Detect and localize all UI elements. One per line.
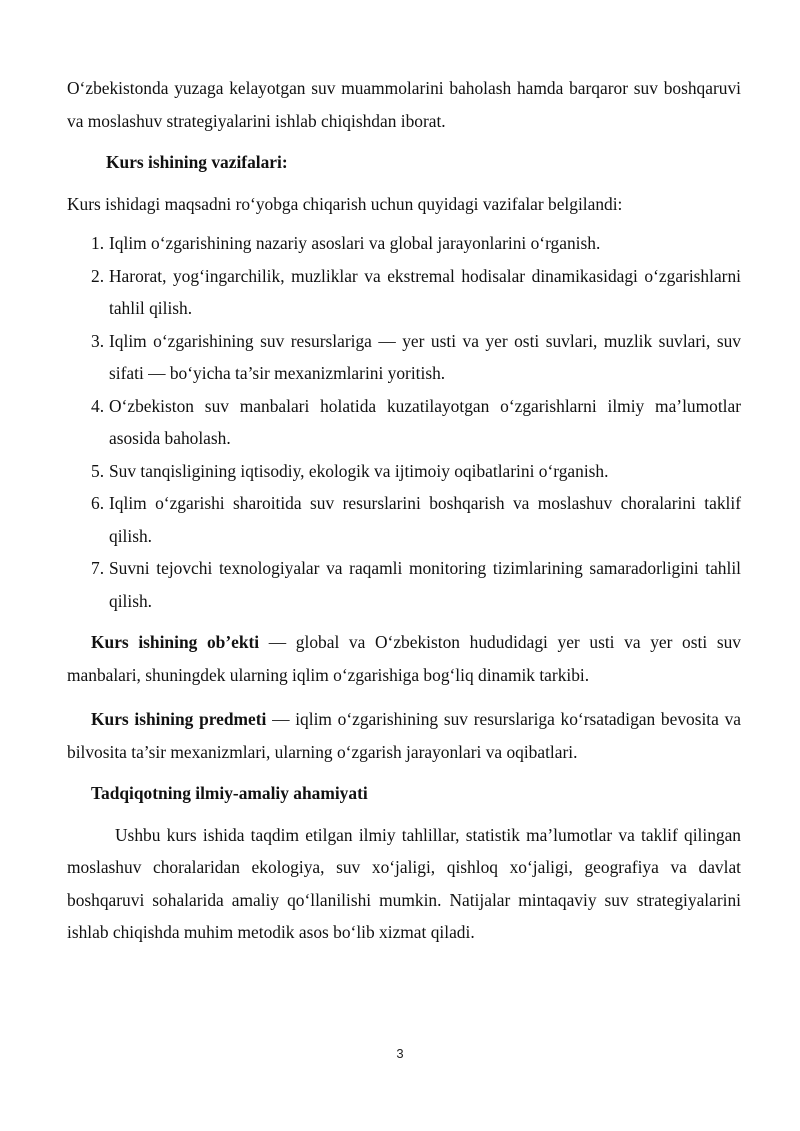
list-item [67, 227, 741, 260]
list-item-number: 4. [91, 395, 105, 416]
tasks-list [67, 227, 741, 617]
list-item-number: 3. [91, 330, 105, 351]
list-item-number: 7. [91, 558, 105, 578]
list-item [67, 455, 741, 488]
object-text: — global va O‘zbekiston hududidagi yer usti va yer osti suv manbalari, shuningdek ularning iqlim o‘zgarishiga bog‘liq dinamik tarkibi. [67, 632, 741, 685]
object-term: Kurs ishining ob’ekti [91, 632, 260, 652]
significance-heading: Tadqiqotning ilmiy-amaliy ahamiyati [91, 783, 368, 803]
list-item-number: 2. [91, 265, 105, 286]
list-item-text: Iqlim o‘zgarishining suv resurslariga — yer usti va yer osti suvlari, muzlik suvlari, suv sifati — bo‘yicha ta’sir mexanizmlarini yoritish. [109, 330, 741, 383]
list-item-number: 5. [91, 460, 105, 481]
list-item [67, 325, 741, 390]
list-item [67, 260, 741, 325]
list-item [67, 487, 741, 552]
subject-term: Kurs ishining predmeti [91, 709, 267, 729]
subject-text: — iqlim o‘zgarishining suv resurslariga ko‘rsatadigan bevosita va bilvosita ta’sir mexanizmlari, ularning o‘zgarish jarayonlari va oqibatlari. [67, 709, 741, 762]
subject-paragraph [67, 703, 741, 768]
list-item-text: Iqlim o‘zgarishining nazariy asoslari va global jarayonlarini o‘rganish. [109, 233, 601, 253]
list-item-text: O‘zbekiston suv manbalari holatida kuzatilayotgan o‘zgarishlarni ilmiy ma’lumotlar asosida baholash. [109, 395, 741, 448]
list-item-text: Suv tanqisligining iqtisodiy, ekologik va ijtimoiy oqibatlarini o‘rganish. [109, 460, 609, 481]
object-paragraph [67, 626, 741, 691]
tasks-heading: Kurs ishining vazifalari: [106, 152, 288, 172]
list-item-text: Harorat, yog‘ingarchilik, muzliklar va ekstremal hodisalar dinamikasidagi o‘zgarishlarni tahlil qilish. [109, 265, 741, 318]
document-page [67, 72, 741, 949]
list-item-text: Iqlim o‘zgarishi sharoitida suv resurslarini boshqarish va moslashuv choralarini taklif qilish. [109, 493, 741, 546]
list-item [67, 552, 741, 617]
tasks-lead-paragraph: Kurs ishidagi maqsadni ro‘yobga chiqarish uchun quyidagi vazifalar belgilandi: [67, 193, 623, 214]
significance-paragraph: Ushbu kurs ishida taqdim etilgan ilmiy tahlillar, statistik ma’lumotlar va taklif qilingan moslashuv choralaridan ekologiya, suv xo‘jaligi, qishloq xo‘jaligi, geografiya va davlat boshqaruvi sohalarida amaliy qo‘llanilishi mumkin. Natijalar mintaqaviy suv strategiyalarini ishlab chiqishda muhim metodik asos bo‘lib xizmat qiladi. [67, 824, 741, 942]
list-item-number: 6. [91, 493, 105, 513]
list-item-number: 1. [91, 233, 105, 253]
page-number: 3 [396, 1046, 404, 1061]
list-item-text: Suvni tejovchi texnologiyalar va raqamli monitoring tizimlarining samaradorligini tahlil qilish. [109, 558, 741, 611]
intro-paragraph: O‘zbekistonda yuzaga kelayotgan suv muammolarini baholash hamda barqaror suv boshqaruvi va moslashuv strategiyalarini ishlab chiqishdan iborat. [67, 78, 741, 131]
list-item [67, 390, 741, 455]
